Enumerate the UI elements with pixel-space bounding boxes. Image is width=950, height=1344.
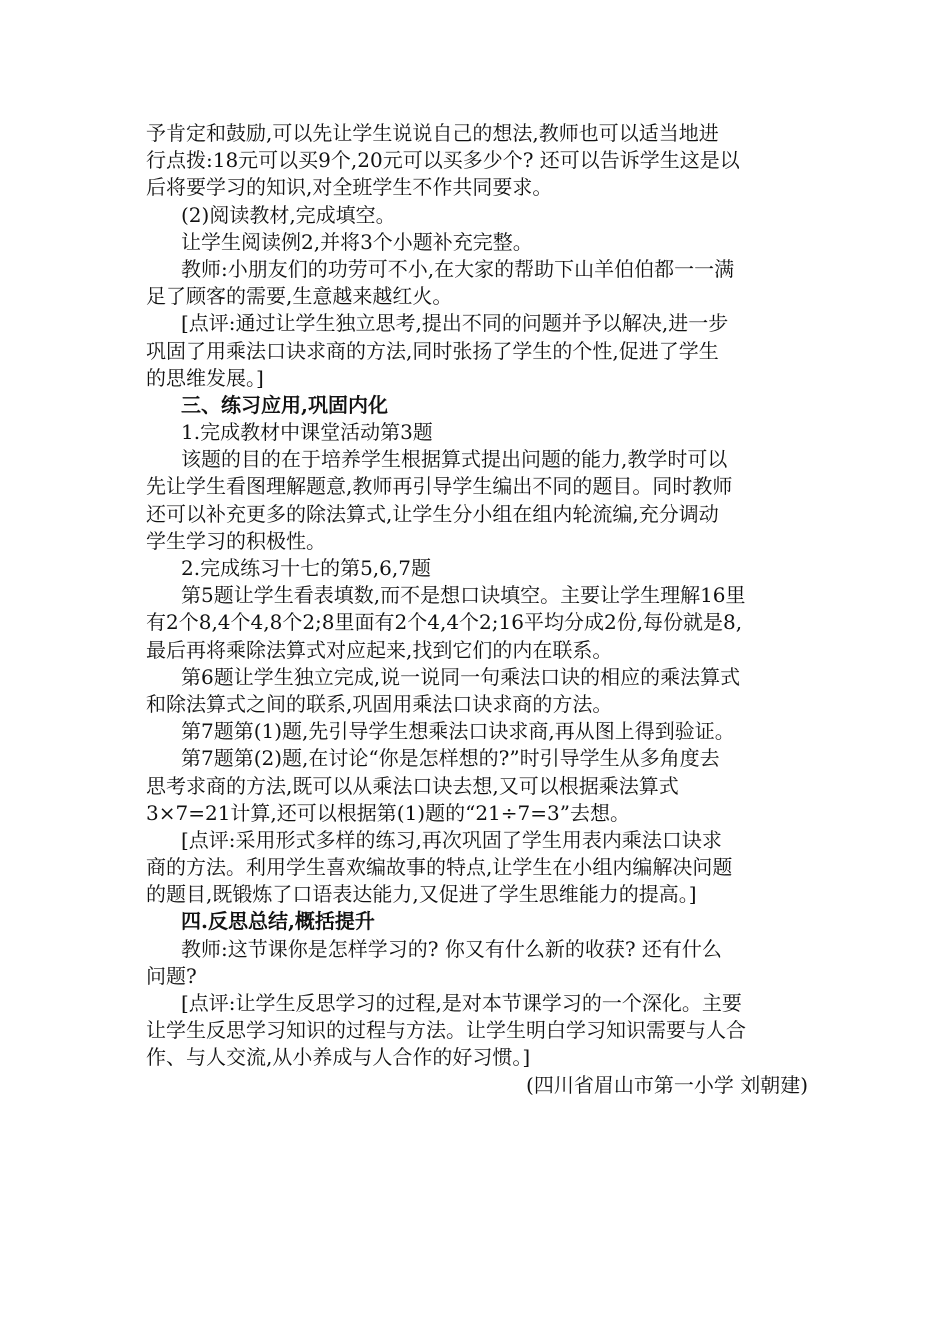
text-line: 予肯定和鼓励,可以先让学生说说自己的想法,教师也可以适当地进 (146, 121, 719, 145)
text-line: 作、与人交流,从小养成与人合作的好习惯。] (146, 1045, 531, 1070)
text-line: 足了顾客的需要,生意越来越红火。 (146, 284, 453, 309)
text-line: 该题的目的在于培养学生根据算式提出问题的能力,教学时可以 (181, 447, 728, 472)
text-line: 学生学习的积极性。 (146, 528, 326, 553)
text-line: [点评:采用形式多样的练习,再次巩固了学生用表内乘法口诀求 (181, 827, 722, 852)
text-line: 商的方法。利用学生喜欢编故事的特点,让学生在小组内编解决问题 (146, 855, 733, 880)
text-line: 第6题让学生独立完成,说一说同一句乘法口诀的相应的乘法算式 (181, 664, 741, 689)
text-line: 的思维发展。] (146, 365, 264, 390)
section-heading: 三、练习应用,巩固内化 (181, 392, 388, 417)
text-line: 的题目,既锻炼了口语表达能力,又促进了学生思维能力的提高。] (146, 882, 697, 907)
author-attribution: (四川省眉山市第一小学 刘朝建) (526, 1072, 808, 1097)
text-line: 和除法算式之间的联系,巩固用乘法口诀求商的方法。 (146, 691, 613, 716)
text-line: 还可以补充更多的除法算式,让学生分小组在组内轮流编,充分调动 (146, 501, 719, 526)
text-line: 最后再将乘除法算式对应起来,找到它们的内在联系。 (146, 637, 613, 662)
text-line: 巩固了用乘法口诀求商的方法,同时张扬了学生的个性,促进了学生 (146, 338, 719, 363)
text-line: 让学生阅读例2,并将3个小题补充完整。 (181, 229, 533, 254)
text-line: 第5题让学生看表填数,而不是想口诀填空。主要让学生理解16里 (181, 583, 746, 608)
text-line: 问题? (146, 963, 197, 988)
text-line: 行点拨:18元可以买9个,20元可以买多少个? 还可以告诉学生这是以 (146, 148, 740, 173)
text-line: 后将要学习的知识,对全班学生不作共同要求。 (146, 175, 553, 200)
text-line: [点评:通过让学生独立思考,提出不同的问题并予以解决,进一步 (181, 311, 729, 336)
text-line: 有2个8,4个4,8个2;8里面有2个4,4个2;16平均分成2份,每份就是8, (146, 610, 743, 635)
text-line: 教师:这节课你是怎样学习的? 你又有什么新的收获? 还有什么 (181, 936, 722, 961)
section-heading: 四.反思总结,概括提升 (181, 909, 375, 934)
text-line: 先让学生看图理解题意,教师再引导学生编出不同的题目。同时教师 (146, 474, 733, 499)
text-line: 3×7=21计算,还可以根据第(1)题的“21÷7=3”去想。 (146, 800, 630, 825)
text-line: 第7题第(2)题,在讨论“你是怎样想的?”时引导学生从多角度去 (181, 746, 720, 771)
text-line: 2.完成练习十七的第5,6,7题 (181, 556, 431, 580)
text-line: 思考求商的方法,既可以从乘法口诀去想,又可以根据乘法算式 (146, 773, 679, 798)
text-line: 1.完成教材中课堂活动第3题 (181, 420, 433, 445)
text-line: 第7题第(1)题,先引导学生想乘法口诀求商,再从图上得到验证。 (181, 719, 735, 744)
text-line: 让学生反思学习知识的过程与方法。让学生明白学习知识需要与人合 (146, 1018, 746, 1043)
text-line: 教师:小朋友们的功劳可不小,在大家的帮助下山羊伯伯都一一满 (181, 256, 735, 281)
text-line: (2)阅读教材,完成填空。 (181, 202, 396, 227)
document-body (146, 120, 808, 1099)
text-line: [点评:让学生反思学习的过程,是对本节课学习的一个深化。主要 (181, 991, 742, 1015)
